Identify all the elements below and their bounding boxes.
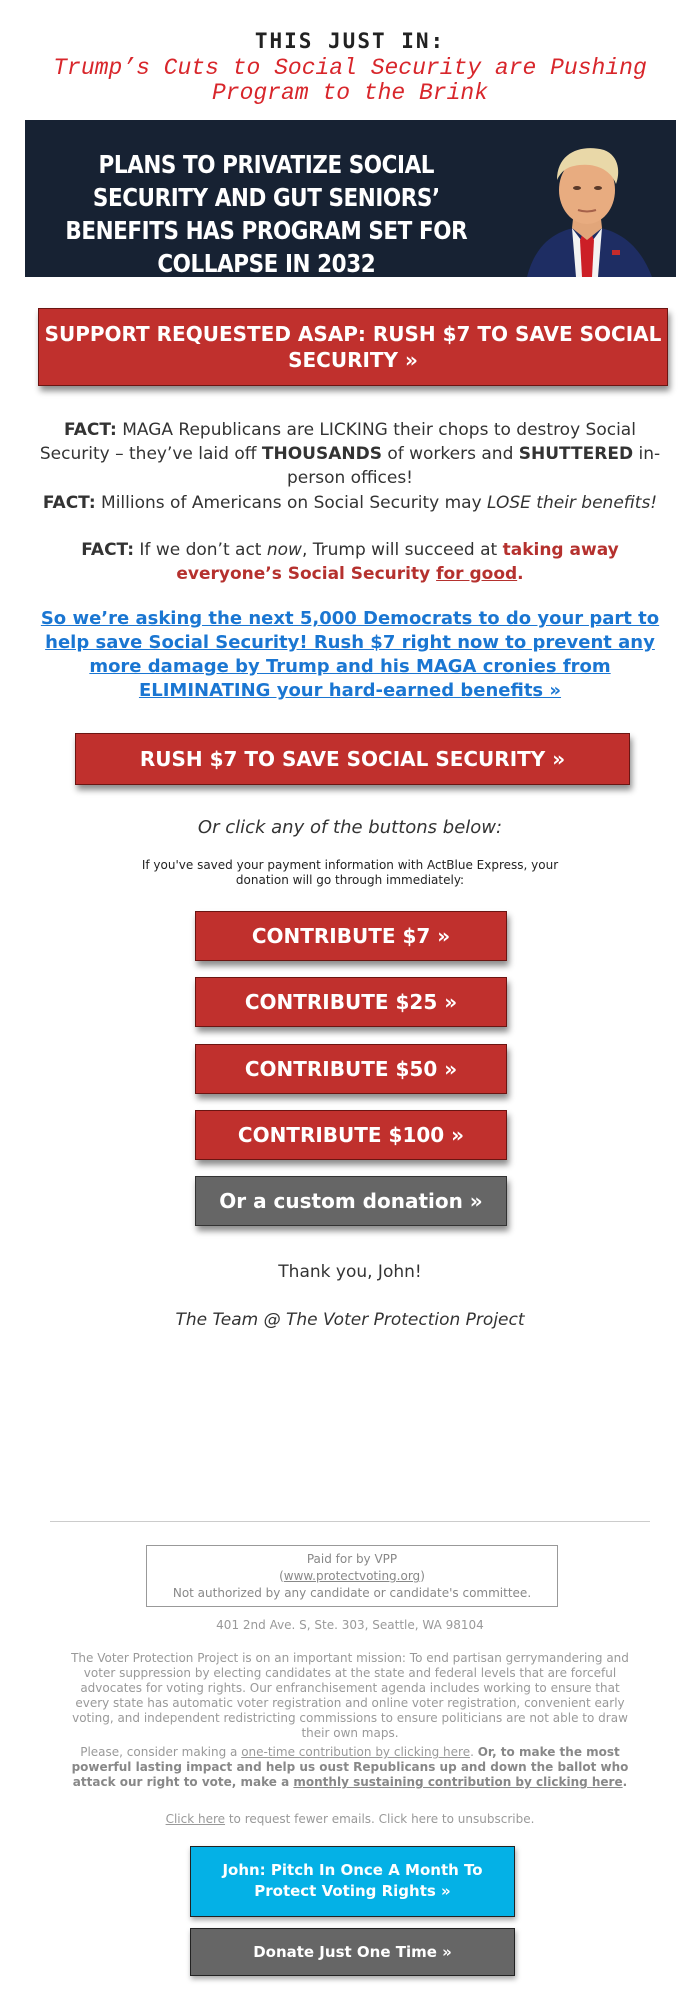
not-authorized-line: Not authorized by any candidate or candidate's committee. [172, 1586, 532, 1600]
monthly-contribution-link[interactable]: monthly sustaining contribution by clicking here [293, 1775, 623, 1789]
fact-emphasis: LOSE their benefits! [487, 493, 658, 513]
contribute-25-button[interactable]: CONTRIBUTE $25 » [195, 977, 507, 1027]
footer-consider [65, 1745, 635, 1790]
fact-label: FACT: [64, 420, 117, 440]
fact-text: MAGA Republicans are LICKING their chops to destroy Social Security – they’ve laid off [39, 420, 636, 464]
footer-text: Please, consider making a [80, 1745, 242, 1759]
fact-label: FACT: [81, 540, 135, 560]
paid-for-box [146, 1545, 558, 1607]
one-time-donation-button[interactable]: Donate Just One Time » [190, 1928, 515, 1976]
paid-for-website [147, 1568, 557, 1585]
thanks-text: Thank you, John! [278, 1262, 422, 1282]
fact-highlight-underlined: for good [436, 564, 518, 584]
footer-divider [50, 1521, 650, 1522]
website-link[interactable]: www.protectvoting.org [283, 1569, 421, 1583]
fact-text: in-person offices! [287, 444, 661, 488]
footer-address: 401 2nd Ave. S, Ste. 303, Seattle, WA 98104 [216, 1618, 484, 1632]
fact-text: . [517, 564, 524, 584]
fact-text: , Trump will succeed at [301, 540, 503, 560]
paid-for-line: Paid for by VPP [306, 1552, 398, 1566]
footer-text: . [470, 1745, 478, 1759]
fact-emphasis: SHUTTERED [518, 444, 634, 464]
contribute-50-button[interactable]: CONTRIBUTE $50 » [195, 1044, 507, 1094]
support-rush-7-button[interactable]: SUPPORT REQUESTED ASAP: RUSH $7 TO SAVE SOCIAL SECURITY » [38, 308, 668, 386]
footer-mission: The Voter Protection Project is on an important mission: To end partisan gerrymandering and voter suppression by electing candidates at the state and federal levels that are forceful advocates for voting rights. Our enfranchisement agenda includes working to ensure that every state has automatic voter registration and online voter registration, convenient early voting, and independent redistricting commissions to ensure politicians are not able to draw their own maps. [71, 1651, 629, 1740]
custom-donation-button[interactable]: Or a custom donation » [195, 1176, 507, 1226]
hero-banner[interactable] [25, 120, 676, 277]
fact-emphasis: THOUSANDS [261, 444, 382, 464]
contribute-100-button[interactable]: CONTRIBUTE $100 » [195, 1110, 507, 1160]
fact-paragraph-3 [30, 538, 670, 586]
fact-label: FACT: [42, 493, 96, 513]
fact-text: Millions of Americans on Social Security may [95, 493, 488, 513]
actblue-express-note: If you've saved your payment information with ActBlue Express, your donation will go through immediately: [141, 858, 559, 887]
footer-unsubscribe [65, 1812, 635, 1827]
signoff-text: The Team @ The Voter Protection Project [175, 1310, 525, 1330]
one-time-contribution-link[interactable]: one-time contribution by clicking here [241, 1745, 471, 1759]
portrait-photo [512, 128, 662, 277]
banner-text: PLANS TO PRIVATIZE SOCIAL SECURITY AND GUT SENIORS’ BENEFITS HAS PROGRAM SET FOR COLLAPSE IN 2032 [65, 150, 468, 277]
fact-paragraph-2 [30, 491, 670, 515]
headline-text: Trump’s Cuts to Social Security are Pushing Program to the Brink [53, 55, 647, 106]
fewer-emails-link[interactable]: Click here [165, 1812, 226, 1826]
ask-donate-link[interactable]: So we’re asking the next 5,000 Democrats to do your part to help save Social Security! Rush $7 right now to prevent any more damage by Trump and his MAGA cronies from ELIMINATING your hard-earned benefits » [40, 608, 660, 701]
footer-bold-text: Or, to make the most powerful lasting impact and help us oust Republicans up and down the ballot who attack our right to vote, make a [71, 1745, 629, 1789]
rush-7-button[interactable]: RUSH $7 TO SAVE SOCIAL SECURITY » [75, 733, 630, 785]
fact-highlight: taking away everyone’s Social Security [176, 540, 619, 584]
paren: ) [420, 1569, 425, 1583]
contribute-7-button[interactable]: CONTRIBUTE $7 » [195, 911, 507, 961]
paren: ( [279, 1569, 284, 1583]
footer-bold-text: . [622, 1775, 628, 1789]
fact-paragraph-1 [30, 418, 670, 490]
fact-emphasis: now [266, 540, 302, 560]
unsubscribe-text[interactable]: to request fewer emails. Click here to unsubscribe. [225, 1812, 535, 1826]
fact-text: of workers and [381, 444, 519, 464]
email-header [0, 0, 700, 106]
or-click-text: Or click any of the buttons below: [197, 817, 503, 838]
fact-text: If we don’t act [134, 540, 267, 560]
monthly-donation-button[interactable]: John: Pitch In Once A Month To Protect Voting Rights » [190, 1846, 515, 1917]
kicker-text: THIS JUST IN: [254, 29, 446, 53]
